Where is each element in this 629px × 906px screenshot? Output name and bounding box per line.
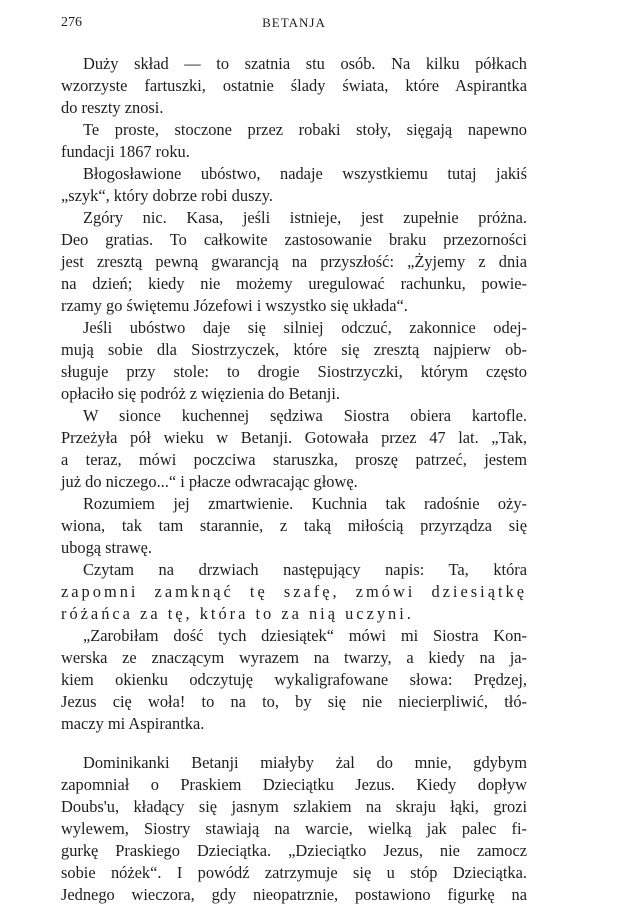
body-text xyxy=(61,53,527,906)
paragraph xyxy=(61,207,527,317)
section-gap xyxy=(61,735,527,752)
text-line: maczy mi Aspirantka. xyxy=(61,714,205,733)
text-line: Jezus cię woła! to na to, by się nie niecierpliwić, tłó- xyxy=(61,692,527,711)
text-line: Doubs'u, kładący się jasnym szlakiem na skraju łąki, grozi xyxy=(61,797,527,816)
text-line: Rozumiem jej zmartwienie. Kuchnia tak radośnie oży- xyxy=(83,494,527,513)
text-line: opłaciło się podróż z więzienia do Betanji. xyxy=(61,384,341,403)
paragraph xyxy=(61,405,527,493)
text-line: wiona, tak tam starannie, z taką miłością przyrządza się xyxy=(61,516,527,535)
paragraph xyxy=(61,735,527,906)
running-head: BETANJA xyxy=(262,15,326,30)
text-line: wzorzyste fartuszki, ostatnie ślady świata, które Aspirantka xyxy=(61,76,527,95)
text-line: kiem okienku odczytuję wykaligrafowane słowa: Prędzej, xyxy=(61,670,527,689)
text-line: Te proste, stoczone przez robaki stoły, sięgają napewno xyxy=(83,120,527,139)
text-line: „Zarobiłam dość tych dziesiątek“ mówi mi Siostra Kon- xyxy=(83,626,527,645)
text-line: ubogą strawę. xyxy=(61,538,153,557)
text-line: Czytam na drzwiach następujący napis: Ta, która xyxy=(83,560,527,579)
text-line: wylewem, Siostry stawiają na warcie, wielką jak palec fi- xyxy=(61,819,527,838)
text-line: Dominikanki Betanji miałyby żal do mnie, gdybym xyxy=(83,753,527,772)
text-line: sługuje przy stole: to drogie Siostrzyczki, którym często xyxy=(61,362,527,381)
text-line: sobie nóżek“. I powódź zatrzymuje się u stóp Dzieciątka. xyxy=(61,863,527,882)
text-line: już do niczego...“ i płacze odwracając głowę. xyxy=(61,472,358,491)
text-line: gurkę Praskiego Dzieciątka. „Dzieciątko Jezus, nie zamocz xyxy=(61,841,527,860)
text-line: Deo gratias. To całkowite zastosowanie braku przezorności xyxy=(61,230,527,249)
text-line: „szyk“, który dobrze robi duszy. xyxy=(61,186,273,205)
text-line: Przeżyła pół wieku w Betanji. Gotowała przez 47 lat. „Tak, xyxy=(61,428,527,447)
paragraph xyxy=(61,559,527,625)
text-line: Zgóry nic. Kasa, jeśli istnieje, jest zupełnie próżna. xyxy=(83,208,527,227)
text-line: do reszty znosi. xyxy=(61,98,164,117)
paragraph xyxy=(61,53,527,119)
text-line: zapomniał o Praskiem Dzieciątku Jezus. Kiedy dopływ xyxy=(61,775,527,794)
paragraph xyxy=(61,625,527,735)
paragraph xyxy=(61,493,527,559)
text-line: mują sobie dla Siostrzyczek, które się zresztą najpierw ob- xyxy=(61,340,527,359)
paragraph xyxy=(61,119,527,163)
text-line: werska ze znaczącym wyrazem na twarzy, a kiedy na ja- xyxy=(61,648,527,667)
text-line: różańca za tę, która to za nią uczyni. xyxy=(61,604,414,623)
page-number: 276 xyxy=(61,15,82,30)
text-line: fundacji 1867 roku. xyxy=(61,142,190,161)
paragraph xyxy=(61,317,527,405)
text-line: na dzień; kiedy nie możemy uregulować rachunku, powie- xyxy=(61,274,527,293)
paragraph xyxy=(61,163,527,207)
text-line: a teraz, mówi poczciwa staruszka, proszę patrzeć, jestem xyxy=(61,450,527,469)
page-header xyxy=(61,15,527,35)
text-line: Błogosławione ubóstwo, nadaje wszystkiemu tutaj jakiś xyxy=(83,164,527,183)
text-line: rzamy go świętemu Józefowi i wszystko się układa“. xyxy=(61,296,408,315)
text-line: Duży skład — to szatnia stu osób. Na kilku półkach xyxy=(83,54,527,73)
text-line: Jeśli ubóstwo daje się silniej odczuć, zakonnice odej- xyxy=(83,318,527,337)
text-line: Jednego wieczora, gdy nieopatrznie, postawiono figurkę na xyxy=(61,885,527,904)
text-line: jest zresztą pewną gwarancją na przyszłość: „Żyjemy z dnia xyxy=(61,252,527,271)
text-line: zapomni zamknąć tę szafę, zmówi dziesiątkę xyxy=(61,582,527,601)
text-line: W sionce kuchennej sędziwa Siostra obiera kartofle. xyxy=(83,406,527,425)
